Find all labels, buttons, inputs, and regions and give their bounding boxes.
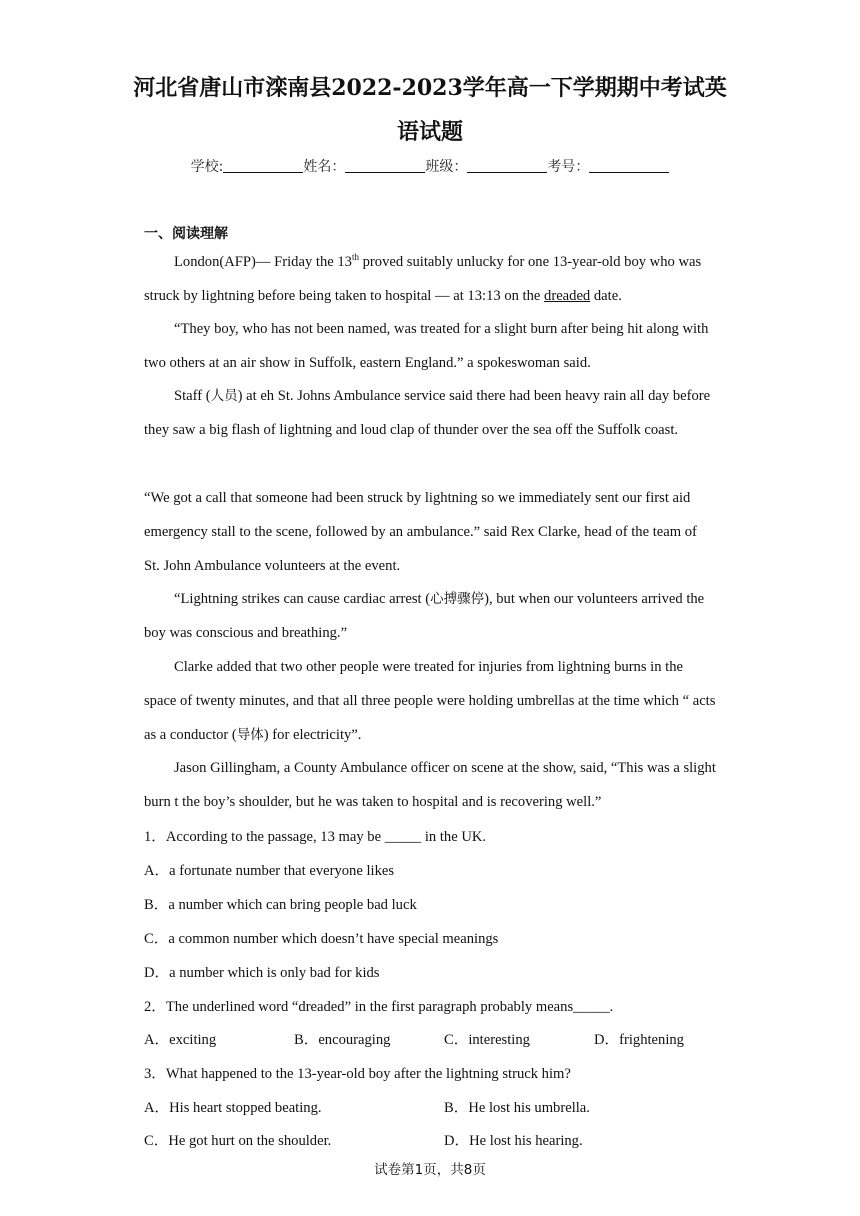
question-1-option-b[interactable]: B．a number which can bring people bad luck [144,897,417,913]
p6-text-b: ) for electricity”. [263,726,362,743]
passage-paragraph-7: Jason Gillingham, a County Ambulance officer on scene at the show, said, “This was a slight burn t the boy’s shoulder, but he was taken to hospital and is recovering well.” [144,760,716,810]
question-1-option-d[interactable]: D．a number which is only bad for kids [144,965,380,981]
p5-chinese-gloss: 心搏骤停 [430,591,485,607]
number-label: 考号： [547,159,590,175]
p6-text-a: Clarke added that two other people were treated for injuries from lightning burns in the space of twenty minutes, and that all three people were holding umbrellas at the time which “ acts as a conductor ( [144,659,716,743]
question-3-option-b[interactable]: B．He lost his umbrella. [444,1100,590,1116]
class-label: 班级： [425,159,468,175]
question-2-option-c[interactable]: C．interesting [444,1032,530,1048]
passage-paragraph-5 [144,583,716,651]
student-info-row [0,156,860,178]
question-3-option-a[interactable]: A．His heart stopped beating. [144,1100,322,1116]
p5-text-a: “Lightning strikes can cause cardiac arrest ( [174,591,431,607]
question-2-option-b[interactable]: B．encouraging [294,1032,391,1048]
passage-paragraph-1 [144,246,716,314]
school-label: 学校: [190,159,224,175]
question-3-option-c[interactable]: C．He got hurt on the shoulder. [144,1133,332,1149]
underlined-word: dreaded [544,287,591,304]
question-3-stem: 3．What happened to the 13-year-old boy after the lightning struck him? [144,1066,571,1082]
question-2-option-a[interactable]: A．exciting [144,1032,217,1048]
question-2-stem: 2．The underlined word “dreaded” in the first paragraph probably means_____. [144,999,614,1015]
p3-text-b: ) at eh St. Johns Ambulance service said there had been heavy rain all day before they saw a big flash of lightning and loud clap of thunder over the sea off the Suffolk coast. [144,388,711,438]
school-blank[interactable] [223,158,303,173]
p1-text-b: proved suitably unlucky for one 13-year-old boy who was struck by lightning before being taken to hospital — at 13:13 on the [144,254,702,304]
p1-text-c: date. [590,287,622,304]
section-heading: 一、阅读理解 [144,226,228,242]
question-1-stem: 1．According to the passage, 13 may be _____ in the UK. [144,829,487,845]
p6-chinese-gloss: 导体 [236,726,264,743]
name-label: 姓名： [303,159,346,175]
question-1-option-c[interactable]: C．a common number which doesn’t have special meanings [144,931,499,947]
name-blank[interactable] [345,158,425,173]
question-2-option-d[interactable]: D．frightening [594,1032,684,1048]
exam-title-line2: 语试题 [396,119,463,145]
exam-title-line1: 河北省唐山市滦南县2022-2023学年高一下学期期中考试英 [133,75,727,101]
passage-paragraph-4: “We got a call that someone had been struck by lightning so we immediately sent our first aid emergency stall to the scene, followed by an ambulance.” said Rex Clarke, head of the team of St. John Ambulance volunteers at the event. [144,490,697,574]
page-footer: 试卷第1页，共8页 [374,1162,486,1178]
passage-paragraph-2: “They boy, who has not been named, was treated for a slight burn after being hit along with two others at an air show in Suffolk, eastern England.” a spokeswoman said. [144,321,709,371]
class-blank[interactable] [467,158,547,173]
p3-chinese-gloss: 人员 [210,388,238,404]
number-blank[interactable] [589,158,669,173]
p3-text-a: Staff ( [174,388,211,404]
passage-paragraph-3 [144,380,716,448]
question-1-option-a[interactable]: A．a fortunate number that everyone likes [144,863,395,879]
p1-superscript: th [351,252,359,263]
passage-paragraph-6 [144,651,716,752]
p1-text-a: London(AFP)— Friday the 13 [174,254,352,270]
p5-text-b: ), but when our volunteers arrived the boy was conscious and breathing.” [144,591,705,641]
question-3-option-d[interactable]: D．He lost his hearing. [444,1133,583,1149]
